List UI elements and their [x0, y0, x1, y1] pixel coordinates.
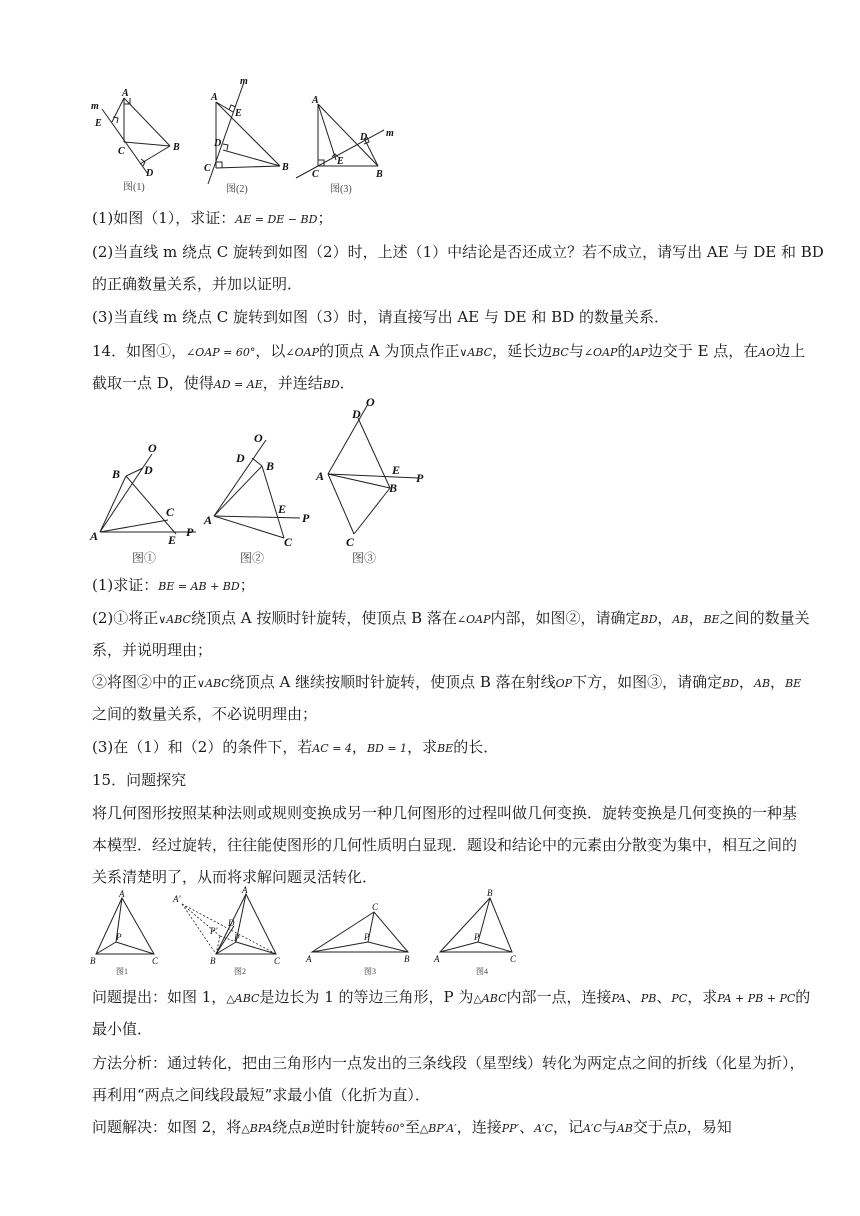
q15-figure-3	[300, 900, 420, 978]
q15-question-line2: 最小值．	[92, 1020, 153, 1038]
q14-part3: (3)在（1）和（2）的条件下，若AC = 4，BD = 1，求BE的长．	[92, 738, 499, 756]
fig-label: C	[204, 163, 211, 174]
fig-label: B	[487, 888, 493, 898]
fig-label: C	[274, 956, 281, 966]
fig-label: C	[152, 956, 159, 966]
fig-label: B	[112, 467, 121, 481]
fig-label: m	[386, 128, 394, 139]
fig-label: A	[119, 889, 125, 899]
q14-figure-2	[200, 432, 320, 566]
q15-method-line2: 再利用“两点之间线段最短”求最小值（化折为直）．	[92, 1086, 430, 1104]
fig-label: m	[240, 76, 248, 87]
q14-figure-3	[312, 390, 442, 566]
fig-label: B	[282, 162, 289, 173]
figure-caption: 图③	[352, 551, 377, 565]
fig-label: A	[316, 469, 325, 483]
fig-label: P	[364, 932, 370, 942]
q14-part2a-line1: (2)①将正∨ABC绕顶点 A 按顺时针旋转，使顶点 B 落在∠OAP内部，如图②，请确定BD，AB，BE之间的数量关	[92, 609, 810, 627]
fig-label: D	[352, 407, 361, 421]
fig-label: A	[434, 954, 440, 964]
q14-part1: (1)求证：BE = AB + BD；	[92, 576, 255, 594]
fig-label: D	[214, 138, 222, 149]
figure-caption: 图(2)	[226, 184, 248, 195]
fig-label: C	[118, 146, 125, 157]
fig-label: A	[204, 513, 213, 527]
q15-intro-line2: 本模型．经过旋转，往往能使图形的几何性质明白显现．题设和结论中的元素由分散变为集中，相互之间的	[92, 836, 798, 854]
fig-label: B	[404, 954, 410, 964]
fig-label: P	[302, 511, 310, 525]
q15-title: 15．问题探究	[92, 771, 187, 789]
fig-label: D	[360, 132, 368, 143]
fig-label: A	[90, 529, 99, 543]
fig-label: O	[148, 441, 157, 455]
q15-figure-1	[88, 888, 168, 978]
fig-label: E	[168, 533, 177, 547]
fig-label: P	[474, 932, 480, 942]
q14-part2a-line2: 系，并说明理由；	[92, 641, 213, 659]
figure-caption: 图①	[132, 551, 157, 565]
fig-label: C	[166, 505, 175, 519]
fig-label: B	[266, 459, 275, 473]
q13-part2-line2: 的正确数量关系，并加以证明．	[92, 275, 303, 293]
fig-label: E	[235, 108, 242, 119]
fig-label: A	[306, 954, 312, 964]
fig-label: B	[210, 956, 216, 966]
q13-figure-1	[88, 82, 188, 194]
fig-label: B	[90, 956, 96, 966]
q13-part2-line1: (2)当直线 m 绕点 C 旋转到如图（2）时，上述（1）中结论是否还成立？若不成立，请写出 AE 与 DE 和 BD	[92, 243, 824, 261]
figure-caption: 图4	[476, 967, 488, 976]
fig-label: A'	[173, 894, 181, 904]
fig-label: P	[186, 525, 194, 539]
q15-intro-line1: 将几何图形按照某种法则或规则变换成另一种几何图形的过程叫做几何变换．旋转变换是几何变换的一种基	[92, 804, 798, 822]
fig-label: C	[346, 535, 355, 549]
fig-label: D	[228, 918, 235, 928]
figure-caption: 图(3)	[330, 184, 352, 195]
fig-label: O	[254, 432, 263, 445]
figure-caption: 图(1)	[123, 182, 145, 193]
fig-label: C	[312, 169, 319, 180]
fig-label: B	[173, 142, 180, 153]
fig-label: m	[91, 101, 99, 112]
figure-caption: 图2	[234, 967, 246, 976]
q13-figure-2	[196, 72, 296, 196]
fig-label: A	[211, 92, 218, 103]
q15-intro-line3: 关系清楚明了，从而将求解问题灵活转化．	[92, 868, 378, 886]
math-expression: AE = DE − BD	[235, 213, 318, 226]
fig-label: C	[372, 902, 379, 912]
fig-label: P	[116, 932, 122, 942]
fig-label: D	[144, 463, 153, 477]
fig-label: O	[366, 395, 375, 409]
fig-label: D	[146, 168, 154, 179]
q15-figure-4	[430, 886, 520, 978]
fig-label: E	[337, 156, 344, 167]
figure-caption: 图3	[364, 967, 376, 976]
fig-label: A	[312, 95, 319, 106]
figure-caption: 图②	[240, 551, 265, 565]
q14-part2b-line2: 之间的数量关系，不必说明理由；	[92, 705, 318, 723]
fig-label: B	[389, 481, 398, 495]
q15-question-line1: 问题提出：如图 1，△ABC是边长为 1 的等边三角形，P 为△ABC内部一点，连接PA、PB、PC，求PA + PB + PC的	[92, 988, 811, 1006]
fig-label: P	[234, 933, 240, 943]
figure-caption: 图1	[116, 967, 128, 976]
q15-method-line1: 方法分析：通过转化，把由三角形内一点发出的三条线段（星型线）转化为两定点之间的折线（化星为折），	[92, 1054, 805, 1072]
fig-label: B	[376, 169, 383, 180]
fig-label: E	[95, 118, 102, 129]
q13-part1: (1)如图（1），求证：AE = DE − BD；	[92, 209, 333, 227]
q14-part2b-line1: ②将图②中的正∨ABC绕顶点 A 继续按顺时针旋转，使顶点 B 落在射线OP下方，如图③，请确定BD，AB，BE	[92, 673, 802, 691]
q14-figure-1	[86, 440, 206, 566]
q15-figure-2	[170, 886, 290, 978]
fig-label: C	[510, 954, 517, 964]
fig-label: E	[392, 463, 401, 477]
q14-stem-line2: 截取一点 D，使得AD = AE，并连结BD．	[92, 374, 355, 392]
fig-label: C	[284, 535, 293, 549]
fig-label: P	[416, 471, 424, 485]
fig-label: E	[278, 502, 287, 516]
fig-label: A	[242, 886, 248, 895]
q13-figure-3	[292, 90, 402, 196]
q14-stem-line1: 14．如图①，∠OAP = 60°，以∠OAP的顶点 A 为顶点作正∨ABC，延长边BC与∠OAP的AP边交于 E 点，在AO边上	[92, 342, 806, 360]
fig-label: P'	[210, 926, 218, 936]
q15-solution-line1: 问题解决：如图 2，将△BPA绕点B逆时针旋转60°至△BP′A′，连接PP′、A′C，记A′C与AB交于点D，易知	[92, 1118, 732, 1136]
fig-label: A	[122, 88, 129, 99]
q13-part3: (3)当直线 m 绕点 C 旋转到如图（3）时，请直接写出 AE 与 DE 和 BD 的数量关系．	[92, 308, 669, 326]
fig-label: D	[236, 451, 245, 465]
